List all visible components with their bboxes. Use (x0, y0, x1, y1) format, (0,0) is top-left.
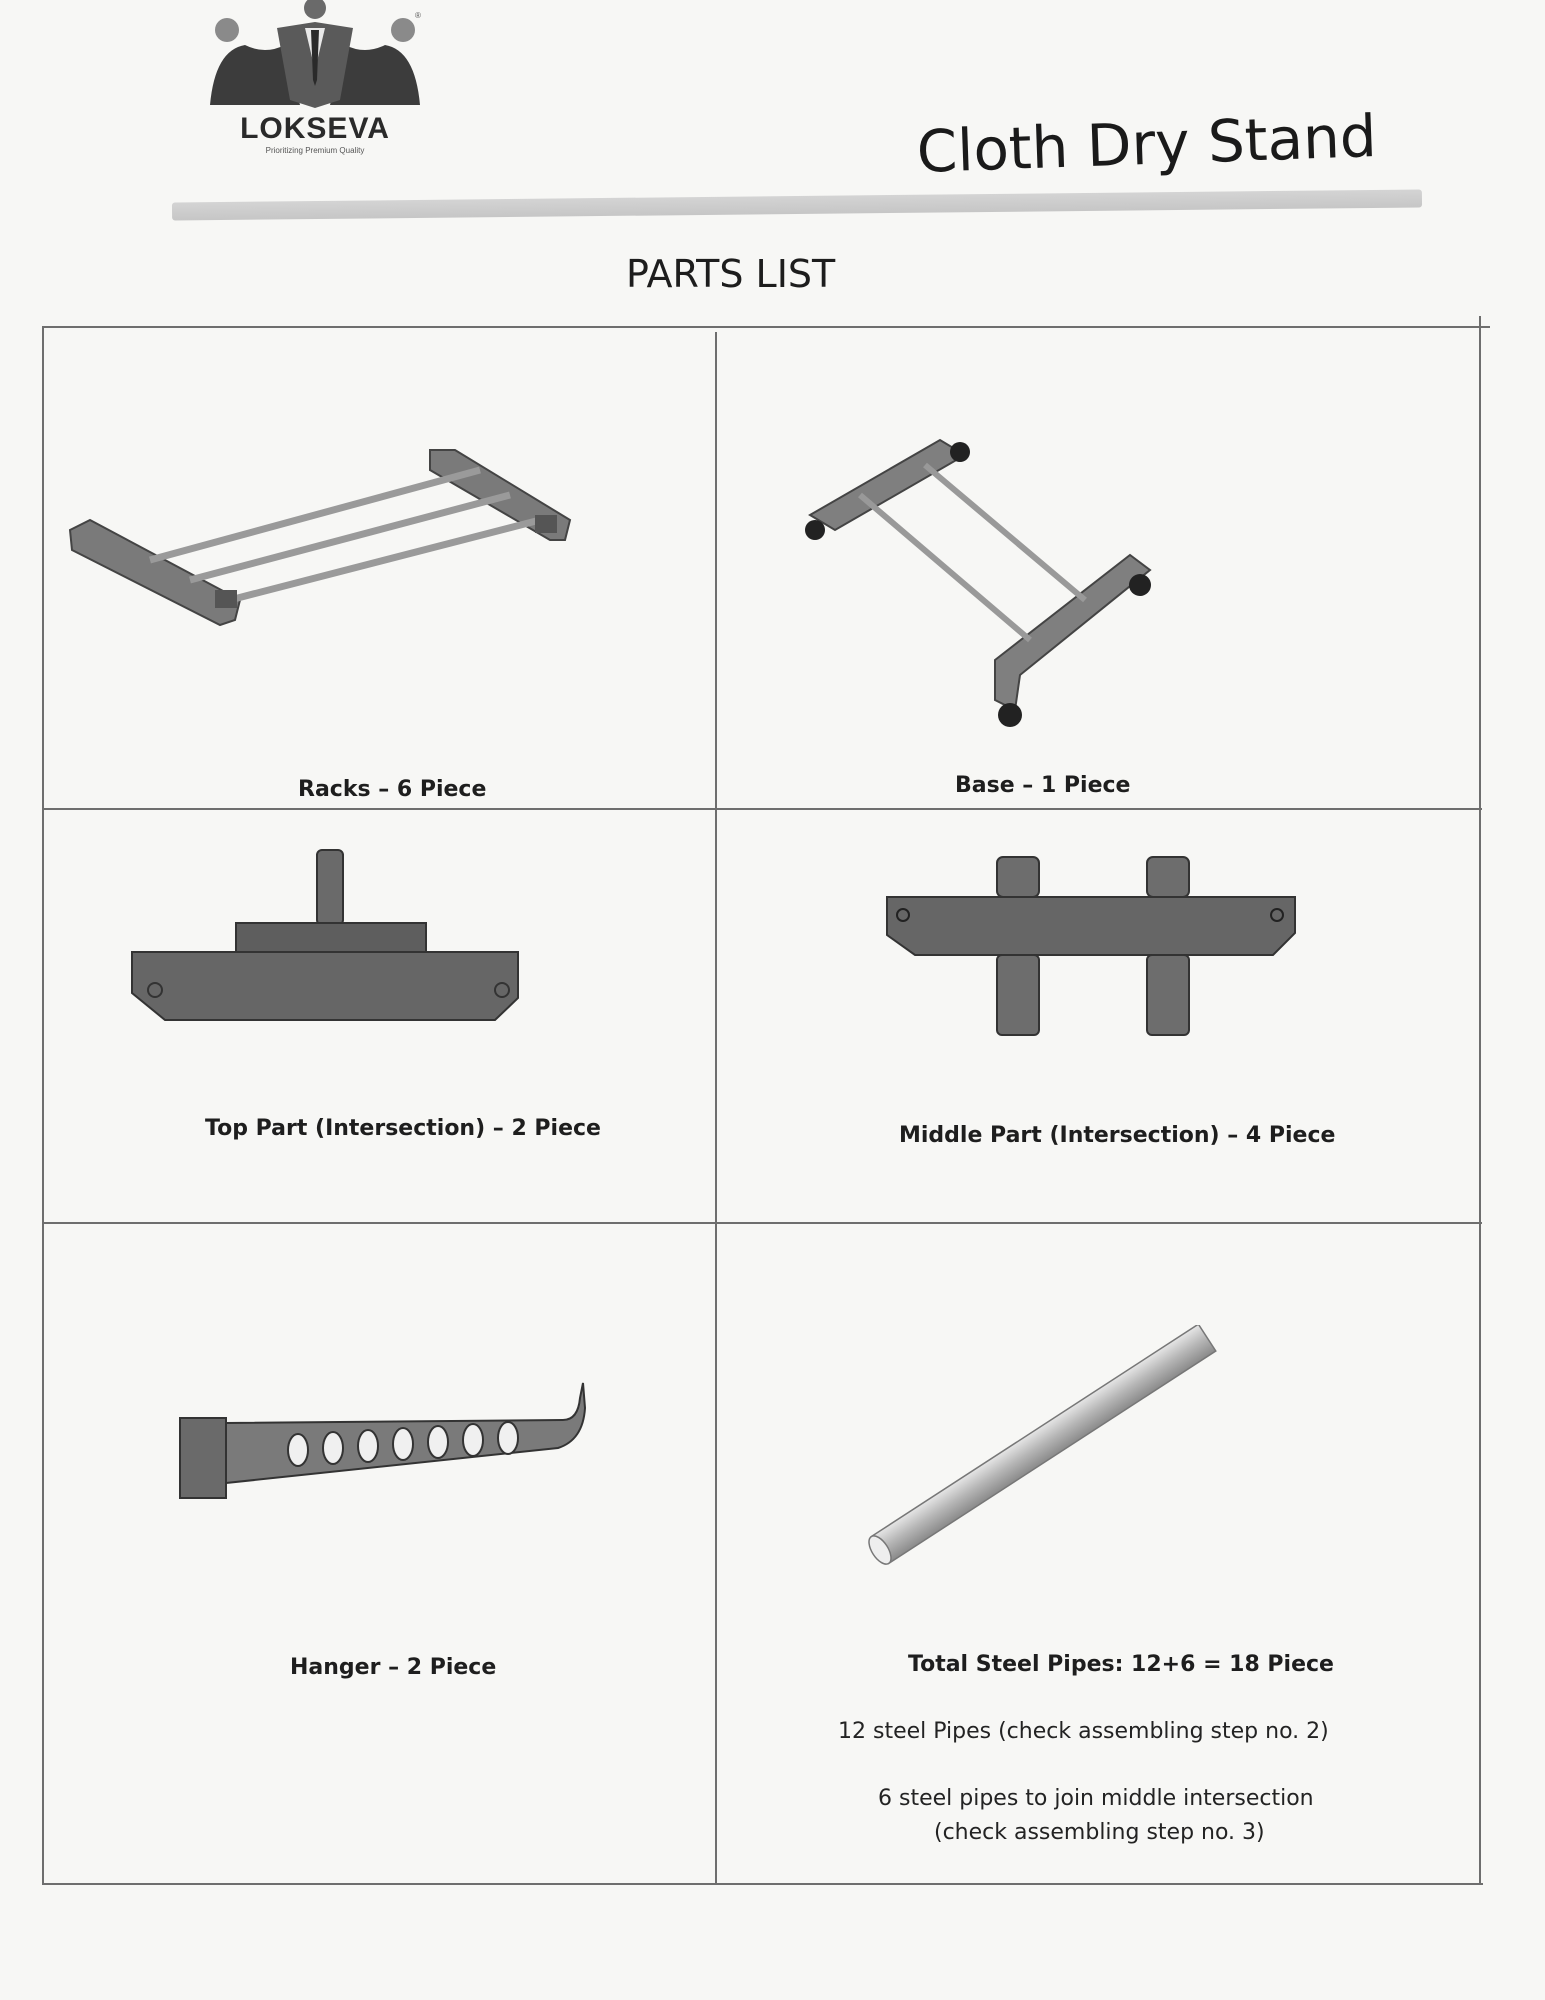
part-caption-hanger: Hanger – 2 Piece (290, 1655, 497, 1680)
grid-center-divider (715, 332, 717, 1884)
logo-figures-icon (205, 0, 425, 115)
brand-name: LOKSEVA (240, 112, 390, 145)
top-intersection-icon (130, 848, 520, 1028)
grid-border-top (42, 326, 1490, 328)
part-caption-middle-intersection: Middle Part (Intersection) – 4 Piece (899, 1123, 1336, 1148)
svg-text:®: ® (415, 11, 421, 20)
steel-pipes-note-3: (check assembling step no. 3) (934, 1820, 1265, 1845)
part-caption-top-intersection: Top Part (Intersection) – 2 Piece (205, 1116, 601, 1141)
brand-tagline: Prioritizing Premium Quality (265, 146, 365, 155)
steel-pipes-note-1: 12 steel Pipes (check assembling step no. 2) (838, 1719, 1329, 1744)
grid-border-bottom (42, 1883, 1483, 1885)
middle-intersection-icon (885, 855, 1305, 1040)
grid-row-divider-1 (42, 808, 1482, 810)
steel-pipe-icon (860, 1325, 1250, 1575)
rack-icon (60, 440, 580, 660)
title-divider (172, 189, 1422, 220)
steel-pipes-note-2: 6 steel pipes to join middle intersection (878, 1786, 1314, 1811)
part-caption-racks: Racks – 6 Piece (298, 777, 487, 802)
brand-logo (205, 0, 435, 165)
part-caption-steel-pipes: Total Steel Pipes: 12+6 = 18 Piece (908, 1652, 1334, 1677)
part-caption-base: Base – 1 Piece (955, 773, 1131, 798)
base-icon (790, 420, 1210, 740)
hanger-icon (178, 1378, 588, 1503)
grid-border-right (1479, 316, 1481, 1884)
section-title: PARTS LIST (626, 252, 836, 296)
document-title: Cloth Dry Stand (915, 101, 1378, 186)
grid-row-divider-2 (42, 1222, 1482, 1224)
grid-border-left (42, 326, 44, 1884)
